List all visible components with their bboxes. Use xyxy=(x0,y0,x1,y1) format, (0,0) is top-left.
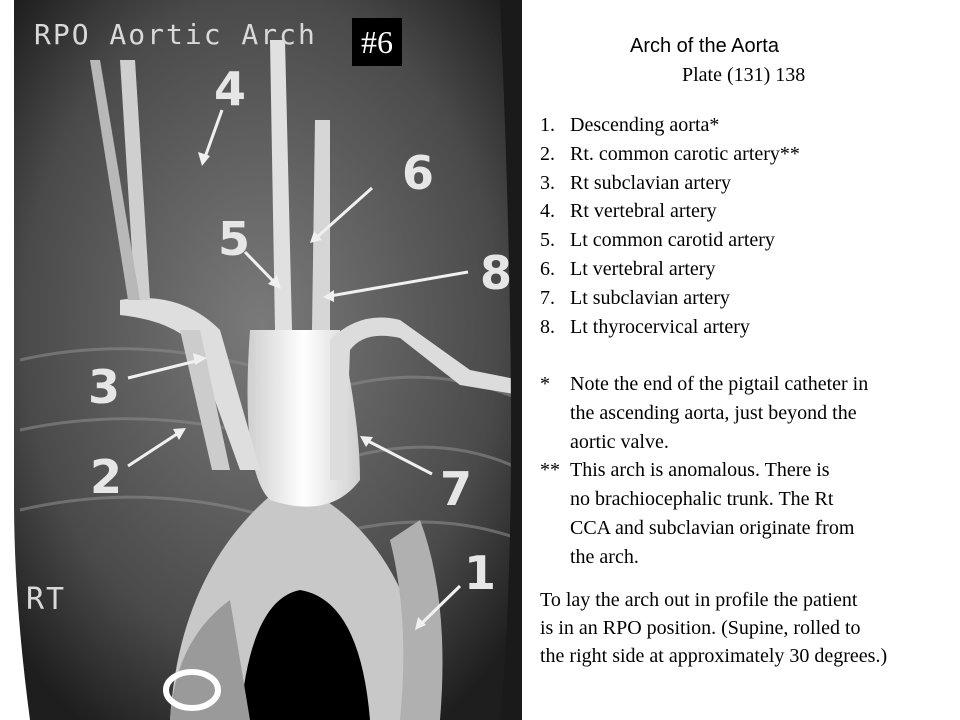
note-line: CCA and subclavian originate from xyxy=(570,516,855,539)
item-label: Lt common carotid artery xyxy=(570,229,775,252)
note-marker: * xyxy=(540,373,550,395)
note-text xyxy=(570,370,940,456)
note-line: aortic valve. xyxy=(570,430,669,453)
item-label: Lt vertebral artery xyxy=(570,257,716,280)
item-label: Rt. common carotic artery** xyxy=(570,142,800,165)
item-number: 7. xyxy=(540,286,555,309)
item-label: Rt vertebral artery xyxy=(570,200,717,223)
positioning-note xyxy=(540,586,887,670)
callout-6: 6 xyxy=(402,146,435,200)
item-number: 3. xyxy=(540,171,555,194)
note-line: the ascending aorta, just beyond the xyxy=(570,401,857,424)
description-panel xyxy=(522,0,960,720)
image-title-label: RPO Aortic Arch xyxy=(34,18,317,51)
footer-line: is in an RPO position. (Supine, rolled to xyxy=(540,617,861,639)
list-item xyxy=(540,111,800,140)
list-item xyxy=(540,313,800,342)
callout-4: 4 xyxy=(214,62,247,116)
item-label: Lt subclavian artery xyxy=(570,286,730,309)
panel-subtitle: Plate (131) 138 xyxy=(682,64,806,86)
note-single-asterisk xyxy=(540,370,940,456)
callout-1: 1 xyxy=(464,546,497,600)
list-item xyxy=(540,197,800,226)
notes-section xyxy=(540,370,940,572)
plate-number-badge: #6 xyxy=(352,18,402,66)
item-label: Descending aorta* xyxy=(570,114,720,136)
note-line: This arch is anomalous. There is xyxy=(570,459,830,482)
note-line: Note the end of the pigtail catheter in xyxy=(570,373,869,395)
side-marker-label: RT xyxy=(26,582,67,617)
list-item xyxy=(540,169,800,198)
item-label: Rt subclavian artery xyxy=(570,171,732,194)
note-line: the arch. xyxy=(570,545,639,568)
item-number: 1. xyxy=(540,114,555,136)
item-number: 8. xyxy=(540,315,555,338)
list-item xyxy=(540,140,800,169)
item-number: 5. xyxy=(540,229,555,252)
item-number: 6. xyxy=(540,257,555,280)
callout-8: 8 xyxy=(480,246,513,300)
list-item xyxy=(540,255,800,284)
callout-2: 2 xyxy=(90,450,123,504)
note-line: no brachiocephalic trunk. The Rt xyxy=(570,488,834,511)
footer-line: To lay the arch out in profile the patient xyxy=(540,589,858,611)
callout-5: 5 xyxy=(218,212,251,266)
callout-7: 7 xyxy=(440,462,473,516)
footer-line: the right side at approximately 30 degrees.) xyxy=(540,645,888,667)
list-item xyxy=(540,226,800,255)
item-label: Lt thyrocervical artery xyxy=(570,315,750,338)
note-double-asterisk xyxy=(540,456,940,571)
item-number: 2. xyxy=(540,142,555,165)
artery-list xyxy=(540,111,800,341)
item-number: 4. xyxy=(540,200,555,223)
list-item xyxy=(540,284,800,313)
callout-3: 3 xyxy=(88,360,121,414)
note-text xyxy=(570,456,940,571)
panel-title: Arch of the Aorta xyxy=(630,35,779,57)
note-marker: ** xyxy=(540,459,560,482)
